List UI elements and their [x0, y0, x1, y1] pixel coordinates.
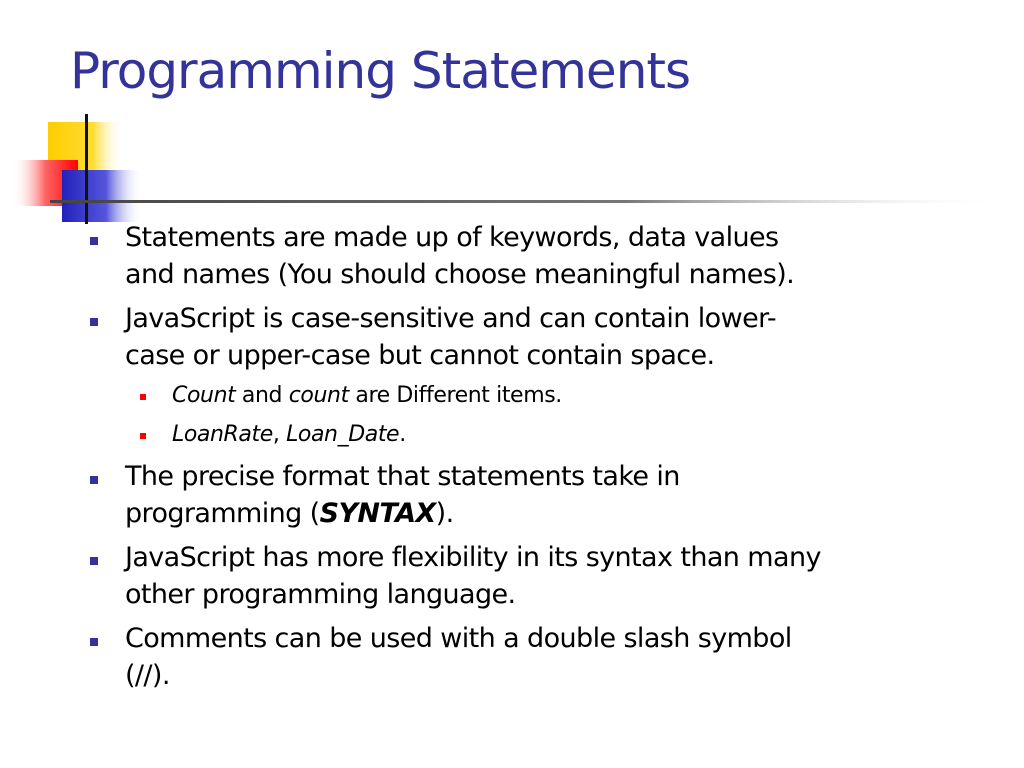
bullet-text: [125, 300, 1005, 374]
suffix-text: .: [399, 422, 406, 447]
term: Count: [172, 383, 236, 408]
term: Loan_Date: [286, 422, 400, 447]
square-bullet-icon: [90, 476, 98, 484]
term: count: [288, 383, 349, 408]
square-bullet-icon: [90, 557, 98, 565]
bullet-line: case or upper-case but cannot contain space.: [125, 340, 715, 371]
bullet-line: Statements are made up of keywords, data values: [125, 222, 779, 253]
separator-text: ,: [272, 422, 287, 447]
bullet-text: [125, 219, 1005, 293]
bullet-text: [125, 539, 1015, 613]
square-bullet-icon: [90, 237, 98, 245]
bullet-line-suffix: ).: [435, 498, 454, 529]
square-bullet-icon: [140, 394, 146, 400]
bullet-text: [125, 458, 1005, 532]
bullet-line: [125, 495, 1005, 532]
sub-bullet-text: [172, 381, 562, 411]
bullet-line: JavaScript is case-sensitive and can contain lower-: [125, 303, 777, 334]
suffix-text: are Different items.: [348, 383, 562, 408]
bullet-line: JavaScript has more flexibility in its syntax than many: [125, 542, 821, 573]
bullet-line-prefix: programming (: [125, 498, 320, 529]
sub-bullet-text: [172, 420, 406, 450]
bullet-line: other programming language.: [125, 579, 516, 610]
bullet-line: and names (You should choose meaningful names).: [125, 259, 795, 290]
syntax-emphasis: SYNTAX: [319, 498, 436, 529]
bullet-line: The precise format that statements take in: [125, 461, 680, 492]
bullet-line: (//).: [125, 660, 170, 691]
square-bullet-icon: [140, 433, 146, 439]
bullet-text: [125, 620, 1005, 694]
term: LoanRate: [172, 422, 273, 447]
bullet-line: Comments can be used with a double slash symbol: [125, 623, 792, 654]
square-bullet-icon: [90, 318, 98, 326]
square-bullet-icon: [90, 638, 98, 646]
connector-text: and: [235, 383, 289, 408]
slide-title: Programming Statements: [70, 42, 691, 100]
